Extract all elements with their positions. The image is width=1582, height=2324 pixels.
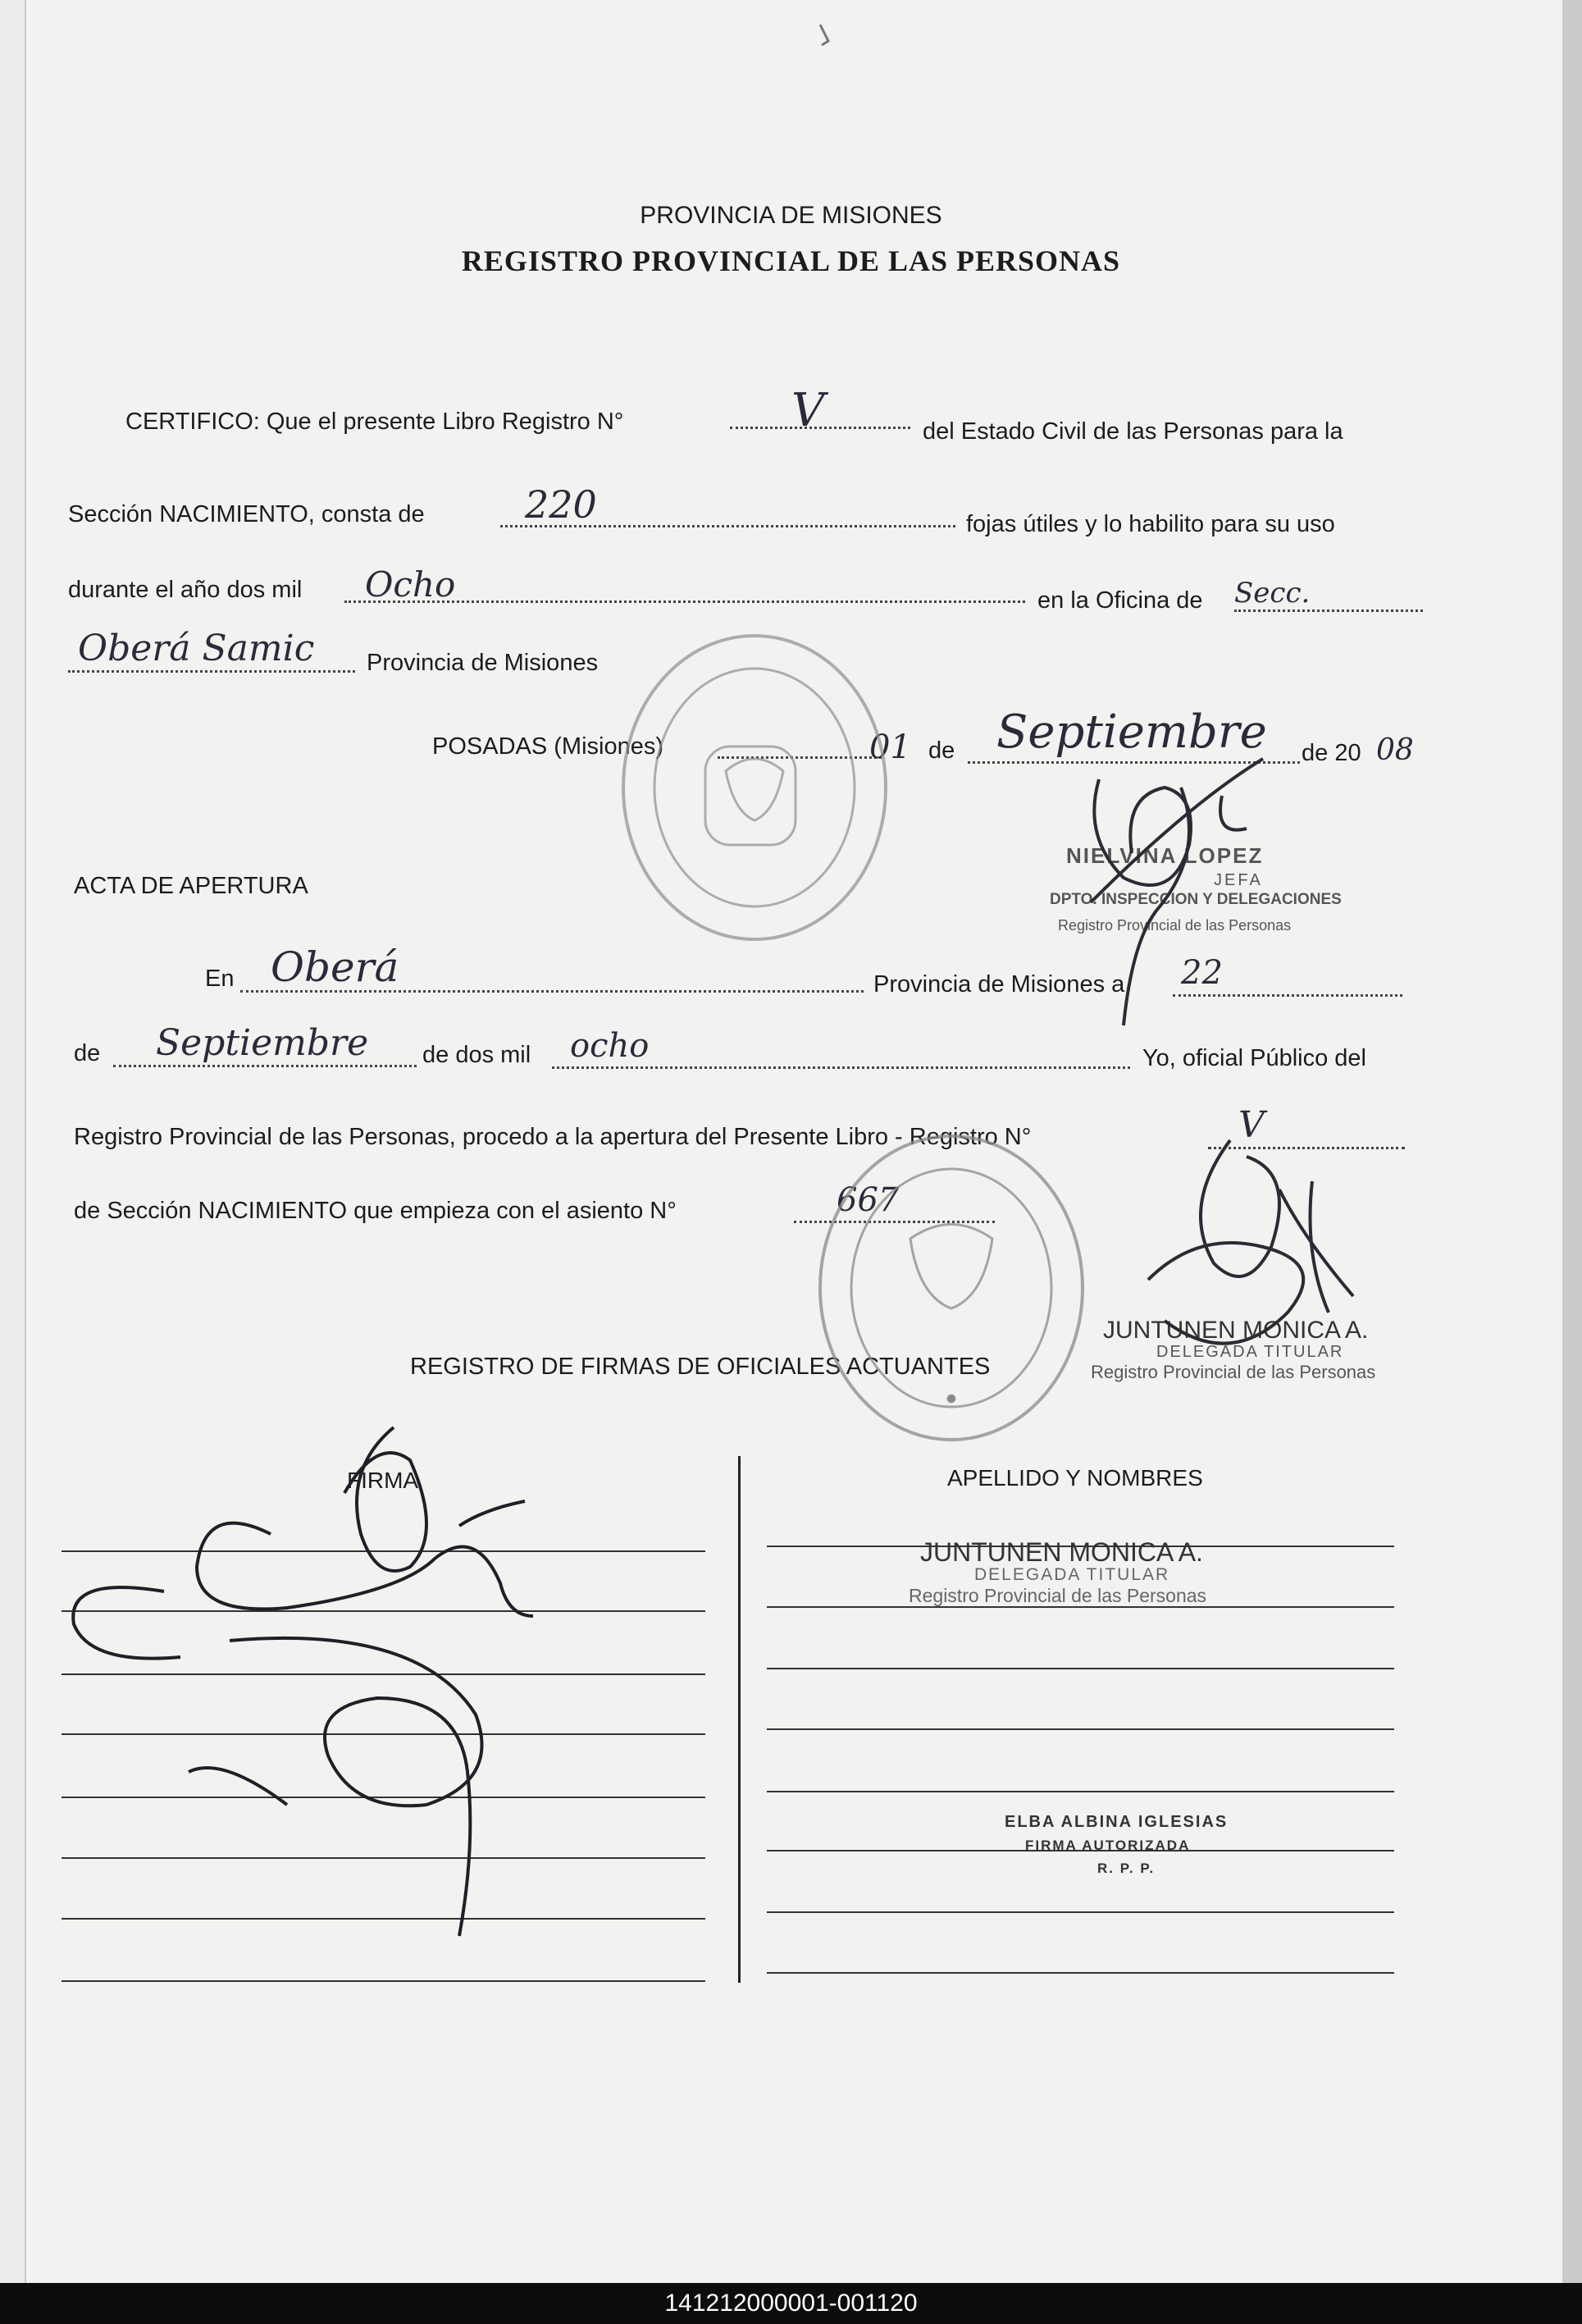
registry-heading: REGISTRO PROVINCIAL DE LAS PERSONAS <box>461 244 1121 277</box>
date-de: de <box>928 737 955 764</box>
col-firma-header: FIRMA <box>347 1468 419 1493</box>
firma-signature-graphic <box>73 1427 533 1936</box>
acta-province-text: Provincia de Misiones a <box>873 971 1125 998</box>
entry1-name: JUNTUNEN MONICA A. <box>920 1537 1203 1567</box>
cert-year-digits: 08 <box>1376 733 1414 767</box>
province-heading: PROVINCIA DE MISIONES <box>640 202 942 229</box>
acta-year-text: de dos mil <box>422 1042 531 1068</box>
acta-month: Septiembre <box>156 1022 369 1064</box>
acta-year-word: ocho <box>570 1027 650 1065</box>
col-nombres-header: APELLIDO Y NOMBRES <box>947 1465 1203 1491</box>
stamp-delegada-org: Registro Provincial de las Personas <box>1091 1362 1376 1382</box>
acta-place: Oberá <box>271 943 399 991</box>
acta-libro-number: V <box>1238 1104 1265 1146</box>
year-prefix: de 20 <box>1302 740 1361 766</box>
stamp-delegada-role: DELEGADA TITULAR <box>1156 1343 1344 1361</box>
stamp-jefa-org: Registro Provincial de las Personas <box>1058 917 1292 934</box>
signatures-title: REGISTRO DE FIRMAS DE OFICIALES ACTUANTES <box>410 1354 991 1380</box>
cert-year-word: Ocho <box>365 564 456 605</box>
upper-seal-graphic <box>623 636 886 939</box>
cert-office: Secc. <box>1234 577 1311 610</box>
entry2-name: ELBA ALBINA IGLESIAS <box>1005 1813 1229 1831</box>
acta-line4-prefix: de Sección NACIMIENTO que empieza con el asiento N° <box>74 1198 677 1224</box>
delegada-signature-graphic <box>1148 1140 1353 1344</box>
acta-asiento-number: 667 <box>837 1181 900 1219</box>
entry1-role: DELEGADA TITULAR <box>974 1565 1170 1584</box>
acta-line3-prefix: Registro Provincial de las Personas, procedo a la apertura del Presente Libro - Registro N° <box>74 1124 1032 1150</box>
cert-libro-number: V <box>791 384 825 437</box>
cert-line1-prefix: CERTIFICO: Que el presente Libro Registro N° <box>125 409 624 435</box>
entry1-org: Registro Provincial de las Personas <box>909 1585 1207 1606</box>
cert-line1-suffix: del Estado Civil de las Personas para la <box>923 418 1343 445</box>
cert-office-name: Oberá Samic <box>78 628 315 669</box>
cert-month: Septiembre <box>996 705 1267 759</box>
stamp-delegada-name: JUNTUNEN MONICA A. <box>1103 1317 1369 1344</box>
acta-day: 22 <box>1181 954 1223 992</box>
cert-fojas-count: 220 <box>525 482 597 527</box>
cert-line3-prefix: durante el año dos mil <box>68 577 303 603</box>
cert-day: 01 <box>869 728 911 766</box>
footer-code: 141212000001-001120 <box>0 2283 1582 2324</box>
lower-seal-graphic <box>820 1136 1083 1440</box>
acta-officer-text: Yo, oficial Público del <box>1142 1045 1366 1071</box>
cert-line2-prefix: Sección NACIMIENTO, consta de <box>68 501 425 527</box>
acta-en: En <box>205 966 235 992</box>
acta-title: ACTA DE APERTURA <box>74 873 308 899</box>
cert-line2-suffix: fojas útiles y lo habilito para su uso <box>966 511 1335 537</box>
entry2-role: FIRMA AUTORIZADA <box>1025 1838 1191 1853</box>
cert-line4-suffix: Provincia de Misiones <box>367 650 599 676</box>
acta-de: de <box>74 1040 101 1066</box>
place-date-prefix: POSADAS (Misiones) <box>432 733 664 760</box>
stray-mark-graphic <box>820 25 828 45</box>
cert-line3-middle: en la Oficina de <box>1037 587 1203 614</box>
stamp-jefa-dept: DPTO. INSPECCION Y DELEGACIONES <box>1050 891 1342 908</box>
stamp-jefa-name: NIELVINA LOPEZ <box>1066 843 1264 868</box>
entry2-org: R. P. P. <box>1097 1861 1156 1876</box>
stamp-jefa-role: JEFA <box>1214 871 1263 889</box>
jefa-signature-graphic <box>1091 759 1263 1025</box>
